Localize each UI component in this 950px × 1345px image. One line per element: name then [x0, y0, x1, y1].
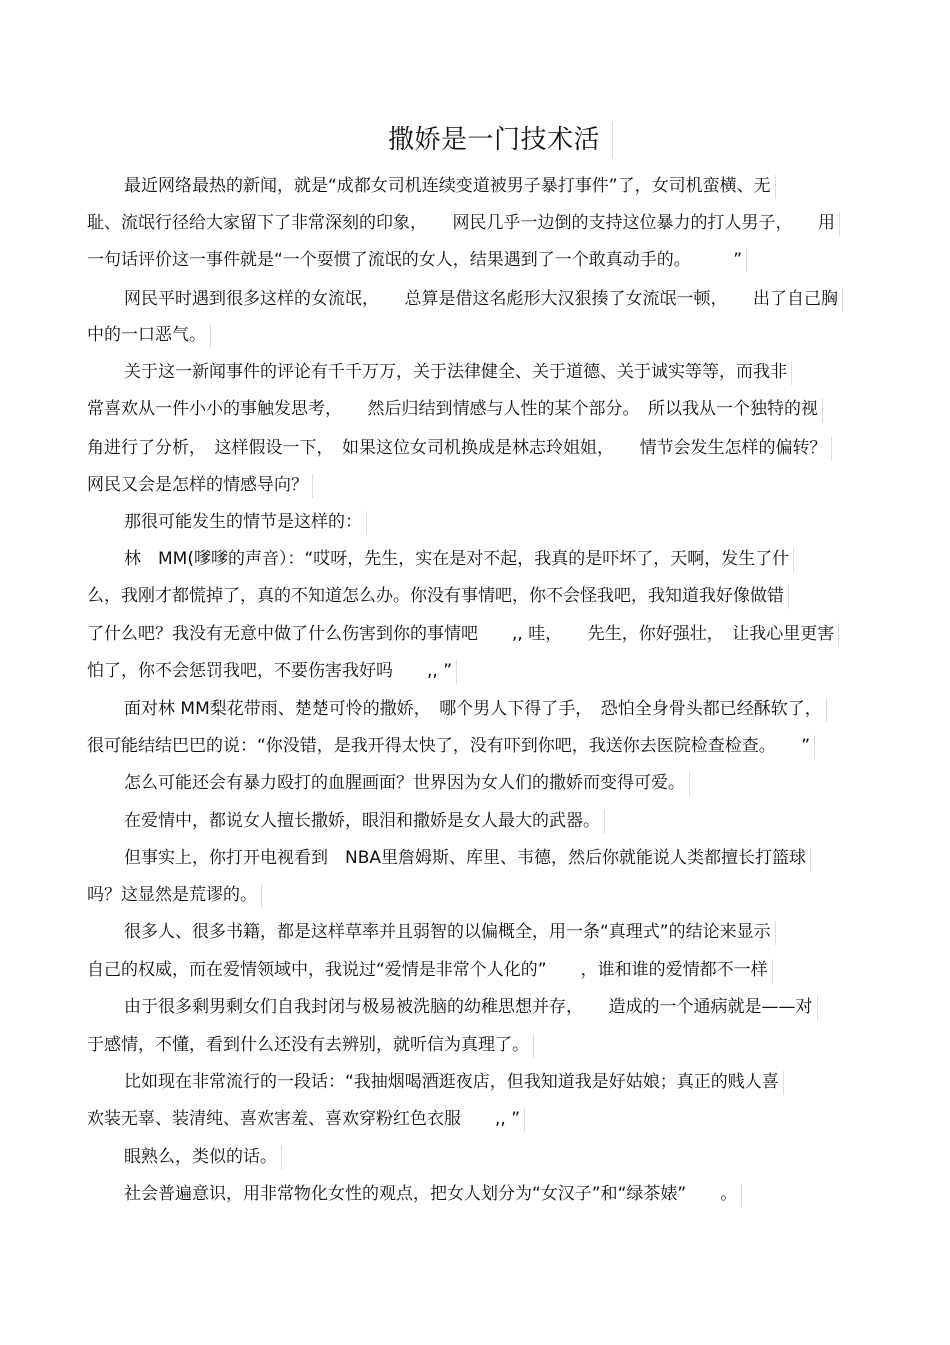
- paragraph-line: 社会普遍意识，用非常物化女性的观点，把女人划分为“女汉子”和“绿茶婊” 。: [124, 1183, 742, 1207]
- paragraph-line: 自己的权威，而在爱情领域中，我说过“爱情是非常个人化的” ，谁和谁的爱情都不一样: [87, 959, 773, 983]
- paragraph-line: 在爱情中，都说女人擅长撒娇，眼泪和撒娇是女人最大的武器。: [124, 810, 605, 834]
- paragraph-line: 很多人、很多书籍，都是这样草率并且弱智的以偏概全，用一条“真理式”的结论来显示: [124, 921, 776, 945]
- document-title: 撒娇是一门技术活: [388, 122, 613, 158]
- paragraph-line: 林 MM(嗲嗲的声音）：“哎呀，先生，实在是对不起，我真的是吓坏了，天啊，发生了什: [124, 548, 794, 572]
- paragraph-line: 网民又会是怎样的情感导向？: [87, 474, 313, 498]
- paragraph-line: 面对林 MM梨花带雨、楚楚可怜的撒娇， 哪个男人下得了手， 恐怕全身骨头都已经酥软了，: [124, 698, 827, 722]
- paragraph-line: 了什么吧？我没有无意中做了什么伤害到你的事情吧 ,, 哇， 先生，你好强壮， 让我心里更害: [87, 623, 839, 647]
- paragraph-line: 眼熟么，类似的话。: [124, 1146, 282, 1170]
- paragraph-line: 那很可能发生的情节是这样的：: [124, 511, 367, 535]
- paragraph-line: 中的一口恶气。: [87, 324, 211, 348]
- paragraph-line: 一句话评价这一事件就是“一个耍惯了流氓的女人，结果遇到了一个敢真动手的。 ”: [87, 249, 747, 273]
- paragraph-line: 么，我刚才都慌掉了，真的不知道怎么办。你没有事情吧，你不会怪我吧，我知道我好像做错: [87, 585, 789, 609]
- paragraph-line: 比如现在非常流行的一段话：“我抽烟喝酒逛夜店，但我知道我是好姑娘；真正的贱人喜: [124, 1071, 784, 1095]
- paragraph-line: 网民平时遇到很多这样的女流氓， 总算是借这名彪形大汉狠揍了女流氓一顿， 出了自己胸: [124, 288, 843, 312]
- paragraph-line: 欢装无辜、装清纯、喜欢害羞、喜欢穿粉红色衣服 ,, ”: [87, 1108, 525, 1132]
- paragraph-line: 很可能结结巴巴的说：“你没错，是我开得太快了，没有吓到你吧，我送你去医院检查检查。 ”: [87, 735, 815, 759]
- paragraph-line: 最近网络最热的新闻，就是“成都女司机连续变道被男子暴打事件”了，女司机蛮横、无: [124, 175, 776, 199]
- paragraph-line: 耻、流氓行径给大家留下了非常深刻的印象， 网民几乎一边倒的支持这位暴力的打人男子， 用: [87, 212, 840, 236]
- paragraph-line: 怕了，你不会惩罚我吧，不要伤害我好吗 ,, ”: [87, 660, 457, 684]
- paragraph-line: 由于很多剩男剩女们自我封闭与极易被洗脑的幼稚思想并存， 造成的一个通病就是——对: [124, 996, 818, 1020]
- paragraph-line: 角进行了分析， 这样假设一下， 如果这位女司机换成是林志玲姐姐， 情节会发生怎样的偏转？: [87, 437, 832, 461]
- paragraph-line: 关于这一新闻事件的评论有千千万万，关于法律健全、关于道德、关于诚实等等，而我非: [124, 361, 792, 385]
- paragraph-line: 吗？这显然是荒谬的。: [87, 884, 262, 908]
- paragraph-line: 怎么可能还会有暴力殴打的血腥画面？世界因为女人们的撒娇而变得可爱。: [124, 772, 690, 796]
- paragraph-line: 但事实上，你打开电视看到 NBA里詹姆斯、库里、韦德，然后你就能说人类都擅长打篮球: [124, 847, 811, 871]
- paragraph-line: 常喜欢从一件小小的事触发思考， 然后归结到情感与人性的某个部分。 所以我从一个独特的视: [87, 398, 823, 422]
- paragraph-line: 于感情，不懂，看到什么还没有去辨别，就听信为真理了。: [87, 1034, 534, 1058]
